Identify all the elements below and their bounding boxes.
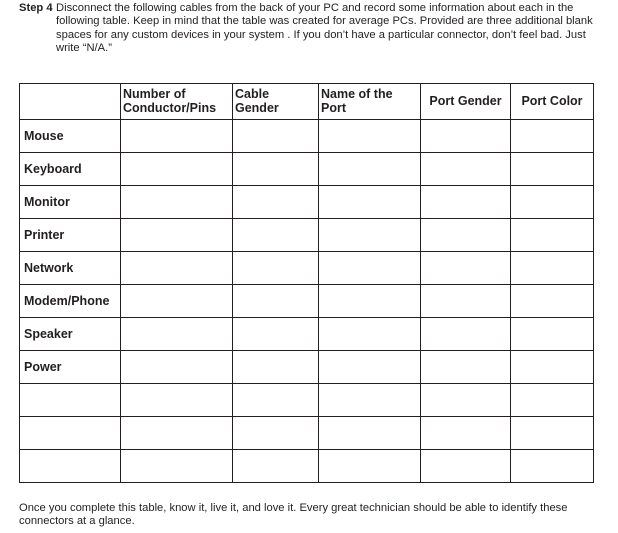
table-cell[interactable] — [319, 417, 421, 450]
table-cell[interactable] — [511, 186, 594, 219]
step-text: Disconnect the following cables from the back of your PC and record some information about each in the following table. Keep in mind that the table was created for average PCs. Provided are three additional blank spaces for any custom devices in your system . If you don’t have a particular connector, don’t feel bad. Just write “N/A.” — [56, 2, 593, 54]
table-row — [20, 351, 594, 384]
table-cell[interactable] — [511, 252, 594, 285]
cable-worksheet-table — [19, 83, 594, 483]
table-cell[interactable] — [233, 120, 319, 153]
table-cell[interactable] — [421, 417, 511, 450]
table-cell[interactable] — [319, 153, 421, 186]
table-cell[interactable] — [319, 318, 421, 351]
table-cell[interactable] — [233, 219, 319, 252]
table-cell[interactable] — [121, 252, 233, 285]
blank-row-label[interactable] — [20, 417, 121, 450]
table-row — [20, 252, 594, 285]
row-label-power: Power — [20, 351, 121, 384]
footer-note: Once you complete this table, know it, live it, and love it. Every great technician should be able to identify these connectors at a glance. — [19, 502, 568, 528]
row-label-modem-phone: Modem/Phone — [20, 285, 121, 318]
table-row — [20, 120, 594, 153]
table-cell[interactable] — [421, 219, 511, 252]
table-row — [20, 318, 594, 351]
table-cell[interactable] — [421, 252, 511, 285]
table-cell[interactable] — [233, 450, 319, 483]
header-port-name: Name of the Port — [319, 84, 421, 120]
table-cell[interactable] — [319, 252, 421, 285]
table-cell[interactable] — [319, 285, 421, 318]
row-label-printer: Printer — [20, 219, 121, 252]
table-cell[interactable] — [121, 351, 233, 384]
table-cell[interactable] — [511, 153, 594, 186]
table-cell[interactable] — [121, 417, 233, 450]
table-cell[interactable] — [121, 285, 233, 318]
table-row — [20, 186, 594, 219]
table-cell[interactable] — [511, 450, 594, 483]
table-cell[interactable] — [233, 285, 319, 318]
table-cell[interactable] — [121, 153, 233, 186]
blank-row — [20, 384, 594, 417]
table-cell[interactable] — [421, 351, 511, 384]
blank-row — [20, 417, 594, 450]
table-cell[interactable] — [511, 417, 594, 450]
table-cell[interactable] — [233, 186, 319, 219]
table-row — [20, 219, 594, 252]
header-port-gender: Port Gender — [421, 84, 511, 120]
table-cell[interactable] — [121, 219, 233, 252]
table-cell[interactable] — [421, 384, 511, 417]
table-cell[interactable] — [233, 318, 319, 351]
table-cell[interactable] — [121, 450, 233, 483]
table-cell[interactable] — [511, 219, 594, 252]
table-cell[interactable] — [233, 252, 319, 285]
table-cell[interactable] — [233, 153, 319, 186]
table-cell[interactable] — [511, 120, 594, 153]
table-cell[interactable] — [233, 384, 319, 417]
table-row — [20, 153, 594, 186]
table-cell[interactable] — [121, 186, 233, 219]
table-cell[interactable] — [319, 384, 421, 417]
table-cell[interactable] — [319, 219, 421, 252]
table-cell[interactable] — [421, 186, 511, 219]
table-cell[interactable] — [421, 285, 511, 318]
table-cell[interactable] — [233, 351, 319, 384]
blank-row-label[interactable] — [20, 450, 121, 483]
table-cell[interactable] — [511, 285, 594, 318]
row-label-network: Network — [20, 252, 121, 285]
table-cell[interactable] — [421, 120, 511, 153]
row-label-mouse: Mouse — [20, 120, 121, 153]
table-cell[interactable] — [121, 120, 233, 153]
row-label-monitor: Monitor — [20, 186, 121, 219]
table-cell[interactable] — [421, 318, 511, 351]
table-cell[interactable] — [511, 318, 594, 351]
step-label: Step 4 — [19, 2, 53, 14]
blank-row — [20, 450, 594, 483]
table-cell[interactable] — [421, 450, 511, 483]
step-instructions — [19, 2, 604, 55]
table-cell[interactable] — [121, 318, 233, 351]
table-cell[interactable] — [421, 153, 511, 186]
table-row — [20, 285, 594, 318]
header-port-color: Port Color — [511, 84, 594, 120]
blank-row-label[interactable] — [20, 384, 121, 417]
table-cell[interactable] — [319, 450, 421, 483]
header-cable-gender: Cable Gender — [233, 84, 319, 120]
table-cell[interactable] — [511, 351, 594, 384]
row-label-keyboard: Keyboard — [20, 153, 121, 186]
table-cell[interactable] — [233, 417, 319, 450]
row-label-speaker: Speaker — [20, 318, 121, 351]
table-cell[interactable] — [319, 186, 421, 219]
table-cell[interactable] — [319, 120, 421, 153]
table-cell[interactable] — [511, 384, 594, 417]
table-cell[interactable] — [121, 384, 233, 417]
table-header-row — [20, 84, 594, 120]
header-device — [20, 84, 121, 120]
header-number-of-pins: Number of Conductor/Pins — [121, 84, 233, 120]
table-cell[interactable] — [319, 351, 421, 384]
